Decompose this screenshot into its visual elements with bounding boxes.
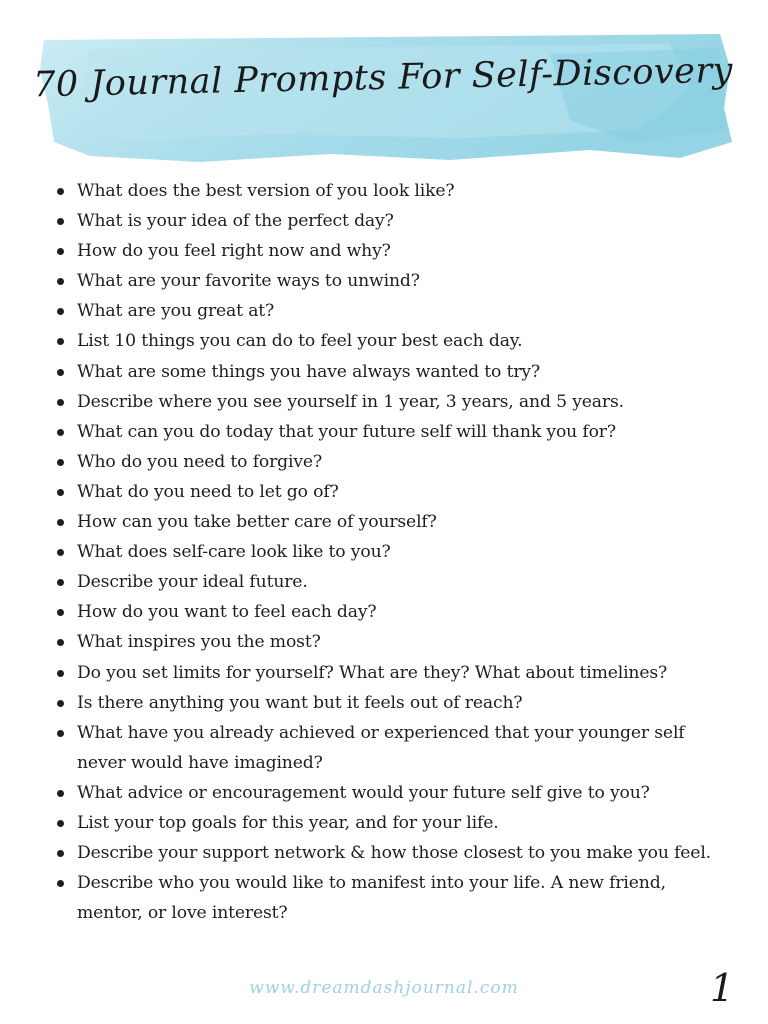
list-item: Who do you need to forgive? <box>54 447 734 477</box>
list-item: How can you take better care of yourself? <box>54 507 734 537</box>
prompt-list <box>54 176 734 928</box>
list-item: Describe who you would like to manifest into your life. A new friend, mentor, or love interest? <box>54 868 717 928</box>
list-item: How do you feel right now and why? <box>54 236 734 266</box>
list-item: What inspires you the most? <box>54 627 734 657</box>
list-item: What is your idea of the perfect day? <box>54 206 734 236</box>
page-title: 70 Journal Prompts For Self-Discovery <box>32 50 734 106</box>
list-item: What do you need to let go of? <box>54 477 734 507</box>
list-item: What does self-care look like to you? <box>54 537 734 567</box>
list-item: Is there anything you want but it feels out of reach? <box>54 688 734 718</box>
list-item: What are your favorite ways to unwind? <box>54 266 734 296</box>
list-item: Do you set limits for yourself? What are they? What about timelines? <box>54 658 734 688</box>
list-item: Describe your support network & how those closest to you make you feel. <box>54 838 717 868</box>
list-item: List your top goals for this year, and for your life. <box>54 808 734 838</box>
list-item: Describe your ideal future. <box>54 567 734 597</box>
footer-website-url: www.dreamdashjournal.com <box>249 978 519 998</box>
list-item: What does the best version of you look like? <box>54 176 734 206</box>
page-number: 1 <box>710 966 735 1010</box>
list-item: What advice or encouragement would your future self give to you? <box>54 778 734 808</box>
list-item: How do you want to feel each day? <box>54 597 734 627</box>
list-item: List 10 things you can do to feel your best each day. <box>54 326 734 356</box>
list-item: What are you great at? <box>54 296 734 326</box>
list-item: Describe where you see yourself in 1 year, 3 years, and 5 years. <box>54 387 734 417</box>
list-item: What can you do today that your future self will thank you for? <box>54 417 734 447</box>
list-item: What have you already achieved or experienced that your younger self never would have imagined? <box>54 718 717 778</box>
list-item: What are some things you have always wanted to try? <box>54 357 734 387</box>
